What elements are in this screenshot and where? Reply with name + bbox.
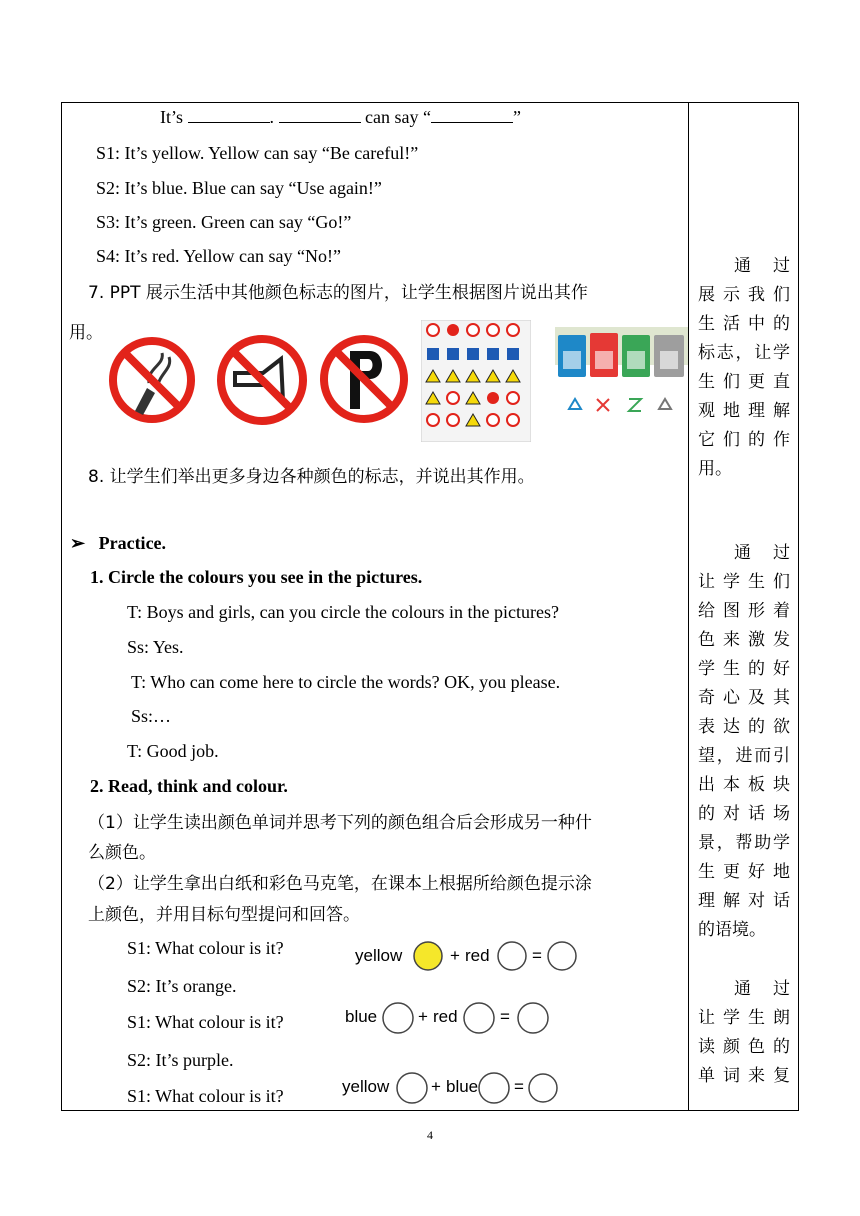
arrow-bullet-icon: ➢ (70, 533, 86, 553)
step7-line2: 用。 (69, 323, 103, 343)
blank-circle-icon (463, 1001, 495, 1035)
practice-t3: T: Good job. (127, 741, 219, 761)
practice-q2: S1: What colour is it? (127, 1012, 284, 1032)
practice-a2: S2: It’s purple. (127, 1050, 234, 1070)
blank-circle-icon (496, 940, 528, 972)
dialog-s3: S3: It’s green. Green can say “Go!” (96, 212, 352, 232)
practice-p1b: 么颜色。 (88, 843, 156, 863)
yellow-circle-icon (412, 940, 444, 972)
step8: 8. 让学生们举出更多身边各种颜色的标志，并说出其作用。 (88, 467, 535, 487)
practice-q3: S1: What colour is it? (127, 1086, 284, 1106)
practice-t2: T: Who can come here to circle the words? OK, you please. (131, 672, 561, 692)
traffic-signs-chart-icon (421, 320, 531, 442)
side-note-3: 通 过 让学生朗 读颜色的 单词来复 (698, 979, 790, 1086)
practice-item1: 1. Circle the colours you see in the pictures. (90, 567, 423, 587)
blank-circle-icon (382, 1001, 414, 1035)
blank-2 (279, 108, 361, 123)
dialog-template: It’s . can say “ ” (160, 107, 521, 127)
practice-p2b: 上颜色，并用目标句型提问和回答。 (88, 905, 360, 925)
dialog-s2: S2: It’s blue. Blue can say “Use again!” (96, 178, 382, 198)
no-horn-sign-icon (213, 333, 311, 427)
blank-circle-icon (478, 1071, 510, 1105)
practice-t1: T: Boys and girls, can you circle the colours in the pictures? (127, 602, 559, 622)
dialog-s4: S4: It’s red. Yellow can say “No!” (96, 246, 341, 266)
blank-1 (188, 108, 270, 123)
practice-ss2: Ss:… (131, 706, 172, 726)
practice-p1a: （1）让学生读出颜色单词并思考下列的颜色组合后会形成另一种什 (88, 813, 592, 833)
column-divider (688, 102, 689, 1111)
practice-heading: ➢ Practice. (70, 533, 167, 553)
side-note-1: 通 过 展示我们 生活中的 标志，让学 生们更直 观地理解 它们的作 用。 (698, 256, 790, 479)
blank-circle-icon (396, 1071, 428, 1105)
practice-q1: S1: What colour is it? (127, 938, 284, 958)
dialog-s1: S1: It’s yellow. Yellow can say “Be careful!” (96, 143, 419, 163)
side-note-2: 通 过 让学生们 给图形着 色来激发 学生的好 奇心及其 表达的欲 望，进而引 出本板块 的对话场 景，帮助学 生更好地 理解对话 的语境。 (698, 543, 790, 940)
practice-p2a: （2）让学生拿出白纸和彩色马克笔，在课本上根据所给颜色提示涂 (88, 874, 592, 894)
recycle-bins-icon (555, 327, 688, 429)
no-smoking-sign-icon (107, 333, 198, 427)
no-parking-sign-icon (318, 331, 410, 427)
practice-item2: 2. Read, think and colour. (90, 776, 288, 796)
practice-ss1: Ss: Yes. (127, 637, 184, 657)
blank-circle-icon (528, 1071, 558, 1105)
page-number: 4 (427, 1128, 433, 1142)
blank-circle-icon (546, 940, 578, 972)
blank-3 (431, 108, 513, 123)
step7-line1: 7. PPT 展示生活中其他颜色标志的图片，让学生根据图片说出其作 (88, 283, 588, 303)
practice-a1: S2: It’s orange. (127, 976, 237, 996)
blank-circle-icon (516, 1001, 550, 1035)
